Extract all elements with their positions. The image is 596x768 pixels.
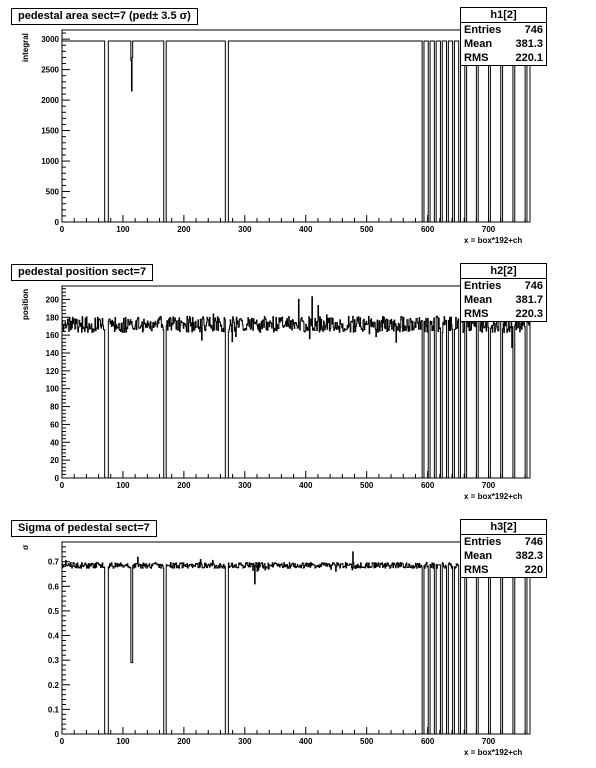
x-tick-label: 100 [116, 225, 130, 234]
chart-title: pedestal position sect=7 [11, 264, 153, 281]
x-axis-label: x = box*192+ch [464, 236, 523, 245]
stats-entries-label: Entries [464, 536, 502, 548]
stats-rms-value: 220.1 [515, 52, 543, 64]
x-tick-label: 600 [420, 737, 435, 746]
y-tick-label: 180 [45, 313, 59, 323]
x-tick-label: 400 [299, 481, 313, 490]
x-tick-label: 100 [116, 481, 130, 490]
x-tick-label: 400 [299, 225, 313, 234]
stats-mean-value: 381.3 [515, 38, 543, 50]
y-tick-label: 200 [45, 295, 59, 305]
y-tick-label: 0.6 [47, 582, 59, 592]
y-tick-label: 20 [50, 456, 59, 466]
stats-rms-label: RMS [464, 52, 489, 64]
x-tick-label: 300 [238, 481, 252, 490]
histogram-pad-sigma [0, 512, 596, 768]
chart-title: Sigma of pedestal sect=7 [11, 520, 157, 537]
stats-rms-row [461, 51, 546, 65]
stats-entries-label: Entries [464, 24, 502, 36]
x-tick-label: 400 [299, 737, 313, 746]
y-tick-label: 0 [54, 730, 59, 739]
stats-entries-label: Entries [464, 280, 502, 292]
x-tick-label: 200 [177, 481, 191, 490]
stats-rms-row [461, 563, 546, 577]
x-tick-label: 600 [420, 225, 435, 234]
histogram-series [62, 552, 530, 734]
histogram-pad-area [0, 0, 596, 256]
stats-mean-row [461, 37, 546, 51]
x-tick-label: 500 [360, 481, 374, 490]
y-tick-label: 500 [45, 187, 59, 197]
y-tick-label: 60 [50, 420, 59, 430]
stats-name: h3[2] [461, 520, 546, 535]
y-tick-label: 160 [45, 331, 59, 341]
y-tick-label: 0.3 [47, 656, 59, 666]
x-axis-label: x = box*192+ch [464, 748, 523, 757]
y-tick-label: 0.7 [47, 557, 59, 567]
stats-mean-value: 382.3 [515, 550, 543, 562]
stats-box [460, 7, 547, 66]
y-tick-label: 100 [45, 384, 59, 394]
histogram-pad-position [0, 256, 596, 512]
x-axis-label: x = box*192+ch [464, 492, 523, 501]
stats-entries-row [461, 23, 546, 37]
stats-entries-row [461, 535, 546, 549]
y-tick-label: 0.2 [47, 680, 59, 690]
stats-mean-label: Mean [464, 38, 493, 50]
stats-mean-row [461, 549, 546, 563]
stats-entries-value: 746 [524, 24, 543, 36]
y-tick-label: 0.1 [47, 705, 59, 715]
x-tick-label: 200 [177, 225, 191, 234]
histogram-series [62, 41, 530, 222]
chart-title: pedestal area sect=7 (ped± 3.5 σ) [11, 8, 198, 25]
stats-entries-value: 746 [524, 536, 543, 548]
stats-entries-value: 746 [524, 280, 543, 292]
stats-box [460, 519, 547, 578]
y-tick-label: 1500 [41, 126, 59, 136]
x-tick-label: 0 [59, 225, 65, 234]
stats-name: h2[2] [461, 264, 546, 279]
y-tick-label: 0 [54, 474, 59, 483]
y-tick-label: 0.4 [47, 631, 59, 641]
stats-box [460, 263, 547, 322]
stats-rms-value: 220.3 [515, 308, 543, 320]
stats-rms-label: RMS [464, 308, 489, 320]
x-tick-label: 700 [481, 737, 496, 746]
x-tick-label: 0 [59, 481, 65, 490]
stats-mean-row [461, 293, 546, 307]
y-tick-label: 0 [54, 218, 59, 227]
stats-mean-label: Mean [464, 550, 493, 562]
histogram-series [62, 297, 530, 478]
x-tick-label: 0 [59, 737, 65, 746]
stats-rms-value: 220 [524, 564, 543, 576]
y-axis-label: position [21, 288, 30, 320]
y-axis-label: integral [21, 33, 30, 62]
stats-rms-row [461, 307, 546, 321]
stats-mean-value: 381.7 [515, 294, 543, 306]
y-tick-label: 120 [45, 366, 59, 376]
y-tick-label: 80 [50, 402, 59, 412]
x-tick-label: 100 [116, 737, 130, 746]
y-tick-label: 40 [50, 438, 59, 448]
x-tick-label: 300 [238, 225, 252, 234]
stats-entries-row [461, 279, 546, 293]
y-tick-label: 140 [45, 348, 59, 358]
y-tick-label: 2000 [41, 96, 59, 106]
x-tick-label: 500 [360, 737, 374, 746]
y-axis-label: σ [21, 544, 30, 550]
stats-rms-label: RMS [464, 564, 489, 576]
x-tick-label: 500 [360, 225, 374, 234]
y-tick-label: 0.5 [47, 606, 59, 616]
stats-mean-label: Mean [464, 294, 493, 306]
stats-name: h1[2] [461, 8, 546, 23]
x-tick-label: 600 [420, 481, 435, 490]
x-tick-label: 700 [481, 225, 496, 234]
x-tick-label: 300 [238, 737, 252, 746]
y-tick-label: 1000 [41, 157, 59, 167]
x-tick-label: 700 [481, 481, 496, 490]
y-tick-label: 2500 [41, 65, 59, 75]
x-tick-label: 200 [177, 737, 191, 746]
y-tick-label: 3000 [41, 35, 59, 45]
